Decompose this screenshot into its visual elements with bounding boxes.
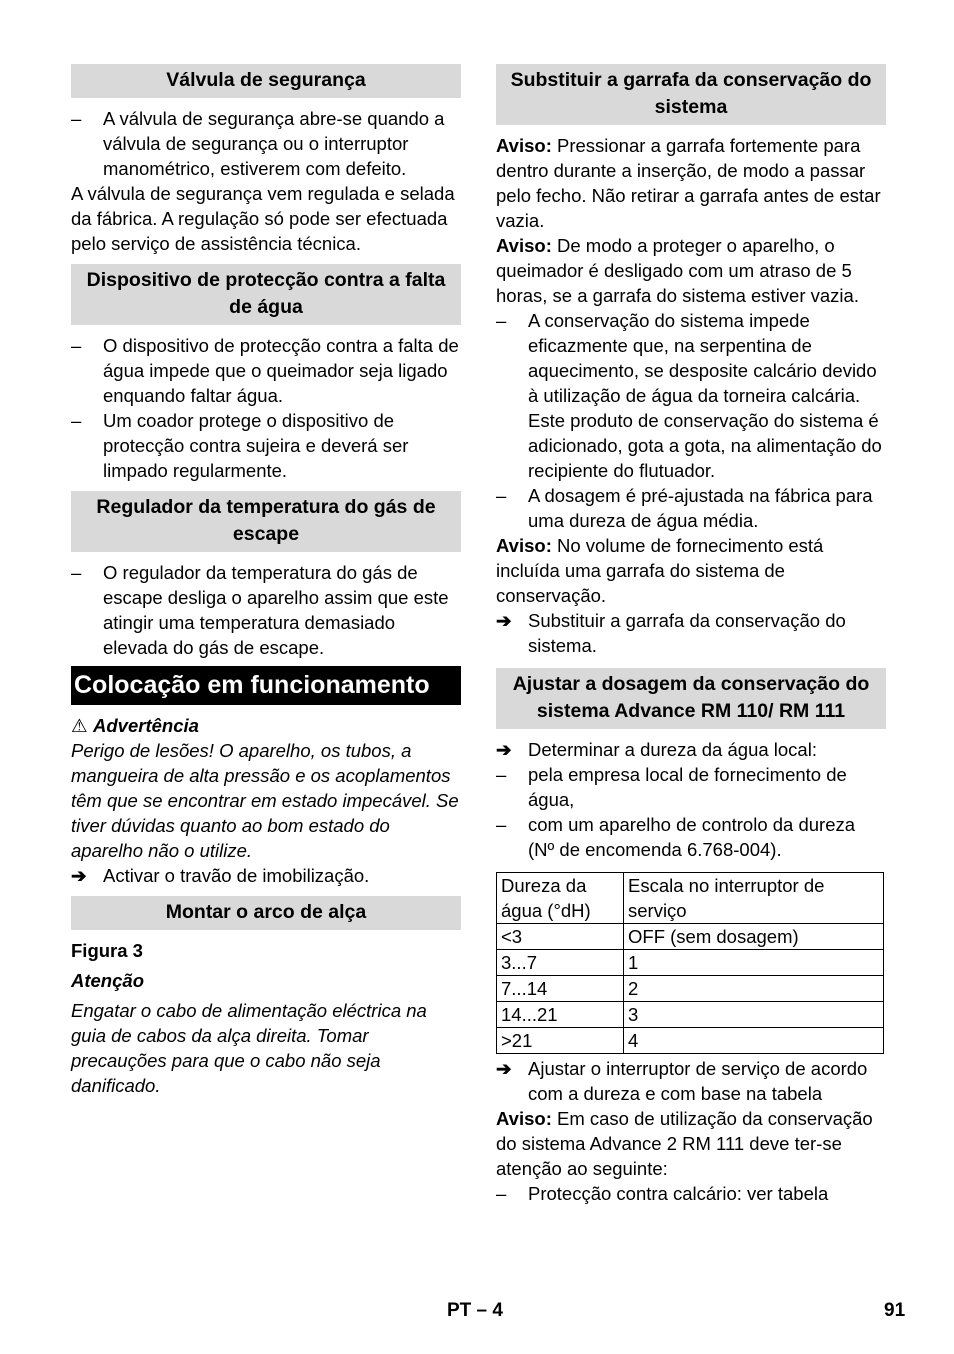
action-item: ➔ Determinar a dureza da água local: xyxy=(496,737,886,762)
warning-action-list xyxy=(71,863,461,888)
list-item: – O dispositivo de protecção contra a falta de água impede que o queimador seja ligado enquando faltar água. xyxy=(71,333,461,408)
heading-safety-valve: Válvula de segurança xyxy=(71,64,461,98)
attention-title: Atenção xyxy=(71,970,144,991)
list-item: – O regulador da temperatura do gás de escape desliga o aparelho assim que este atingir uma temperatura demasiado elevada do gás de escape. xyxy=(71,560,461,660)
adjust-action-list xyxy=(496,1056,886,1106)
safety-valve-paragraph: A válvula de segurança vem regulada e selada da fábrica. A regulação só pode ser efectuada pelo serviço de assistência técnica. xyxy=(71,183,455,254)
safety-valve-list xyxy=(71,106,461,181)
notice-paragraph: Aviso: No volume de fornecimento está incluída uma garrafa do sistema de conservação. xyxy=(496,535,824,606)
table-cell: >21 xyxy=(497,1028,624,1054)
water-protection-list xyxy=(71,333,461,483)
list-item: – Protecção contra calcário: ver tabela xyxy=(496,1181,886,1206)
table-header-cell: Dureza da água (°dH) xyxy=(497,873,624,924)
table-cell: 14...21 xyxy=(497,1002,624,1028)
warning-text: Perigo de lesões! O aparelho, os tubos, a mangueira de alta pressão e os acoplamentos têm que se encontrar em estado impecável. Se tiver dúvidas quanto ao bom estado do aparelho não o utilize. xyxy=(71,740,459,861)
notice-paragraph: Aviso: Em caso de utilização da conservação do sistema Advance 2 RM 111 deve ter-se atenção ao seguinte: xyxy=(496,1108,873,1179)
warning-title: Advertência xyxy=(93,715,199,736)
lime-protection-list xyxy=(496,1181,886,1206)
right-column xyxy=(496,64,886,1206)
list-item: – A válvula de segurança abre-se quando a válvula de segurança ou o interruptor manométrico, estiverem com defeito. xyxy=(71,106,461,181)
notice-label: Aviso: xyxy=(496,1108,552,1129)
page-number: 91 xyxy=(884,1300,906,1321)
hardness-source-list xyxy=(496,762,886,862)
list-item: – com um aparelho de controlo da dureza (Nº de encomenda 6.768-004). xyxy=(496,812,886,862)
notice-paragraph: Aviso: Pressionar a garrafa fortemente para dentro durante a inserção, de modo a passar pelo fecho. Não retirar a garrafa antes de estar vazia. xyxy=(496,135,881,231)
table-header-cell: Escala no interruptor de serviço xyxy=(624,873,884,924)
chapter-title: Colocação em funcionamento xyxy=(71,666,461,705)
list-item: – A conservação do sistema impede eficazmente que, na serpentina de aquecimento, se desposite calcário devido à utilização de água da torneira calcária. Este produto de conservação do sistema é adicionado, gota a gota, na alimentação do recipiente do flutuador. xyxy=(496,308,886,483)
attention-text: Engatar o cabo de alimentação eléctrica na guia de cabos da alça direita. Tomar precauções para que o cabo não seja danificado. xyxy=(71,1000,427,1096)
warning-triangle-icon: ⚠ xyxy=(71,715,88,736)
heading-adjust-dosage: Ajustar a dosagem da conservação do sistema Advance RM 110/ RM 111 xyxy=(496,668,886,729)
notice-label: Aviso: xyxy=(496,235,552,256)
left-column xyxy=(71,64,461,1098)
table-row xyxy=(497,1002,884,1028)
notice-paragraph: Aviso: De modo a proteger o aparelho, o queimador é desligado com um atraso de 5 horas, se a garrafa do sistema estiver vazia. xyxy=(496,235,859,306)
exhaust-regulator-list xyxy=(71,560,461,660)
heading-handle-mount: Montar o arco de alça xyxy=(71,896,461,930)
table-cell: 3 xyxy=(624,1002,884,1028)
table-row xyxy=(497,950,884,976)
heading-exhaust-regulator: Regulador da temperatura do gás de escape xyxy=(71,491,461,552)
heading-water-protection: Dispositivo de protecção contra a falta de água xyxy=(71,264,461,325)
footer-language-page: PT – 4 xyxy=(447,1300,503,1321)
table-header-row xyxy=(497,873,884,924)
list-item: – Um coador protege o dispositivo de protecção contra sujeira e deverá ser limpado regularmente. xyxy=(71,408,461,483)
hardness-table xyxy=(496,872,884,1054)
dosage-action-list xyxy=(496,737,886,762)
table-cell: 4 xyxy=(624,1028,884,1054)
table-cell: OFF (sem dosagem) xyxy=(624,924,884,950)
table-row xyxy=(497,976,884,1002)
notice-label: Aviso: xyxy=(496,535,552,556)
warning-heading xyxy=(71,713,461,738)
action-item: ➔ Substituir a garrafa da conservação do sistema. xyxy=(496,608,886,658)
figure-reference: Figura 3 xyxy=(71,940,143,961)
notice-label: Aviso: xyxy=(496,135,552,156)
action-item: ➔ Activar o travão de imobilização. xyxy=(71,863,461,888)
table-row xyxy=(497,924,884,950)
table-row xyxy=(497,1028,884,1054)
table-cell: 2 xyxy=(624,976,884,1002)
table-cell: 1 xyxy=(624,950,884,976)
table-cell: 3...7 xyxy=(497,950,624,976)
list-item: – pela empresa local de fornecimento de água, xyxy=(496,762,886,812)
replace-action-list xyxy=(496,608,886,658)
system-care-list xyxy=(496,308,886,533)
action-item: ➔ Ajustar o interruptor de serviço de acordo com a dureza e com base na tabela xyxy=(496,1056,886,1106)
table-cell: <3 xyxy=(497,924,624,950)
list-item: – A dosagem é pré-ajustada na fábrica para uma dureza de água média. xyxy=(496,483,886,533)
table-cell: 7...14 xyxy=(497,976,624,1002)
heading-replace-bottle: Substituir a garrafa da conservação do sistema xyxy=(496,64,886,125)
